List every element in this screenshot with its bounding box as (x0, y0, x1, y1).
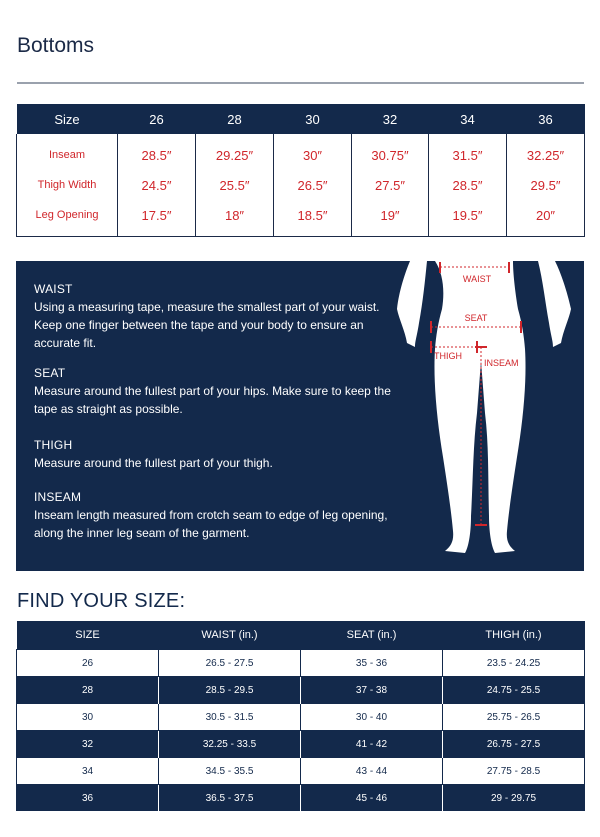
table-cell: 23.5 - 24.25 (443, 650, 585, 677)
table-cell: 36.5 - 37.5 (159, 785, 301, 812)
body-silhouette (434, 261, 525, 553)
table-cell: 30″ (274, 134, 352, 170)
header-cell: 26 (118, 104, 196, 134)
find-your-size-table (16, 621, 585, 811)
table-cell: 32.25″ (507, 134, 585, 170)
table-cell: 45 - 46 (301, 785, 443, 812)
row-label: Inseam (17, 134, 118, 170)
left-arm (397, 261, 427, 347)
thigh-instructions (34, 436, 394, 472)
table-cell: 43 - 44 (301, 758, 443, 785)
header-cell: SEAT (in.) (301, 621, 443, 650)
seat-label: SEAT (464, 313, 488, 323)
table-cell: 41 - 42 (301, 731, 443, 758)
header-cell: SIZE (17, 621, 159, 650)
table-cell: 30 (17, 704, 159, 731)
table-row (17, 704, 585, 731)
table-cell: 29.25″ (196, 134, 274, 170)
table-row (17, 785, 585, 812)
page-title: Bottoms (17, 34, 95, 57)
header-cell: THIGH (in.) (443, 621, 585, 650)
table-cell: 28.5″ (118, 134, 196, 170)
table-cell: 26.5 - 27.5 (159, 650, 301, 677)
table-cell: 28 (17, 677, 159, 704)
how-to-measure-panel (16, 261, 584, 571)
row-label: Leg Opening (17, 200, 118, 237)
table-cell: 27.75 - 28.5 (443, 758, 585, 785)
table-row (17, 200, 585, 237)
find-your-size-heading: FIND YOUR SIZE: (17, 590, 186, 612)
table-cell: 31.5″ (429, 134, 507, 170)
header-cell: 32 (352, 104, 429, 134)
table-cell: 18.5″ (274, 200, 352, 237)
section-heading: INSEAM (34, 490, 82, 504)
table-cell: 20″ (507, 200, 585, 237)
table-cell: 35 - 36 (301, 650, 443, 677)
table-row (17, 677, 585, 704)
header-cell: 28 (196, 104, 274, 134)
table-cell: 29 - 29.75 (443, 785, 585, 812)
waist-instructions (34, 280, 394, 352)
section-text: Inseam length measured from crotch seam to edge of leg opening, along the inner leg seam of the garment. (34, 508, 388, 540)
body-silhouette-figure (385, 261, 584, 571)
table-cell: 26.75 - 27.5 (443, 731, 585, 758)
table-cell: 32 (17, 731, 159, 758)
table-header-row (17, 104, 585, 134)
section-heading: SEAT (34, 366, 66, 380)
table-cell: 36 (17, 785, 159, 812)
table-row (17, 650, 585, 677)
section-text: Using a measuring tape, measure the smallest part of your waist. Keep one finger between the tape and your body to ensure an accurate fit. (34, 300, 380, 350)
title-divider (17, 82, 584, 84)
table-row (17, 170, 585, 200)
table-cell: 30.5 - 31.5 (159, 704, 301, 731)
header-cell: WAIST (in.) (159, 621, 301, 650)
section-heading: THIGH (34, 438, 73, 452)
section-heading: WAIST (34, 282, 73, 296)
row-label: Thigh Width (17, 170, 118, 200)
table-cell: 26 (17, 650, 159, 677)
table-cell: 19.5″ (429, 200, 507, 237)
section-text: Measure around the fullest part of your thigh. (34, 456, 273, 470)
table-cell: 30 - 40 (301, 704, 443, 731)
table-cell: 18″ (196, 200, 274, 237)
table-row (17, 758, 585, 785)
table-cell: 24.5″ (118, 170, 196, 200)
header-cell: 30 (274, 104, 352, 134)
header-cell: 36 (507, 104, 585, 134)
header-cell: 34 (429, 104, 507, 134)
table-header-row (17, 621, 585, 650)
table-cell: 34 (17, 758, 159, 785)
table-cell: 26.5″ (274, 170, 352, 200)
table-cell: 37 - 38 (301, 677, 443, 704)
table-cell: 24.75 - 25.5 (443, 677, 585, 704)
table-cell: 17.5″ (118, 200, 196, 237)
inseam-instructions (34, 488, 394, 542)
header-cell: Size (17, 104, 118, 134)
table-cell: 29.5″ (507, 170, 585, 200)
table-cell: 25.5″ (196, 170, 274, 200)
table-row (17, 134, 585, 170)
waist-label: WAIST (462, 274, 492, 284)
table-cell: 27.5″ (352, 170, 429, 200)
table-cell: 25.75 - 26.5 (443, 704, 585, 731)
inseam-label: INSEAM (484, 358, 519, 368)
table-row (17, 731, 585, 758)
table-cell: 30.75″ (352, 134, 429, 170)
table-cell: 32.25 - 33.5 (159, 731, 301, 758)
table-cell: 28.5 - 29.5 (159, 677, 301, 704)
section-text: Measure around the fullest part of your hips. Make sure to keep the tape as straight as possible. (34, 384, 391, 416)
thigh-label: THIGH (434, 351, 462, 361)
bottoms-measurement-table (16, 104, 585, 237)
table-cell: 34.5 - 35.5 (159, 758, 301, 785)
right-arm (538, 261, 571, 347)
table-cell: 19″ (352, 200, 429, 237)
table-cell: 28.5″ (429, 170, 507, 200)
seat-instructions (34, 364, 394, 418)
